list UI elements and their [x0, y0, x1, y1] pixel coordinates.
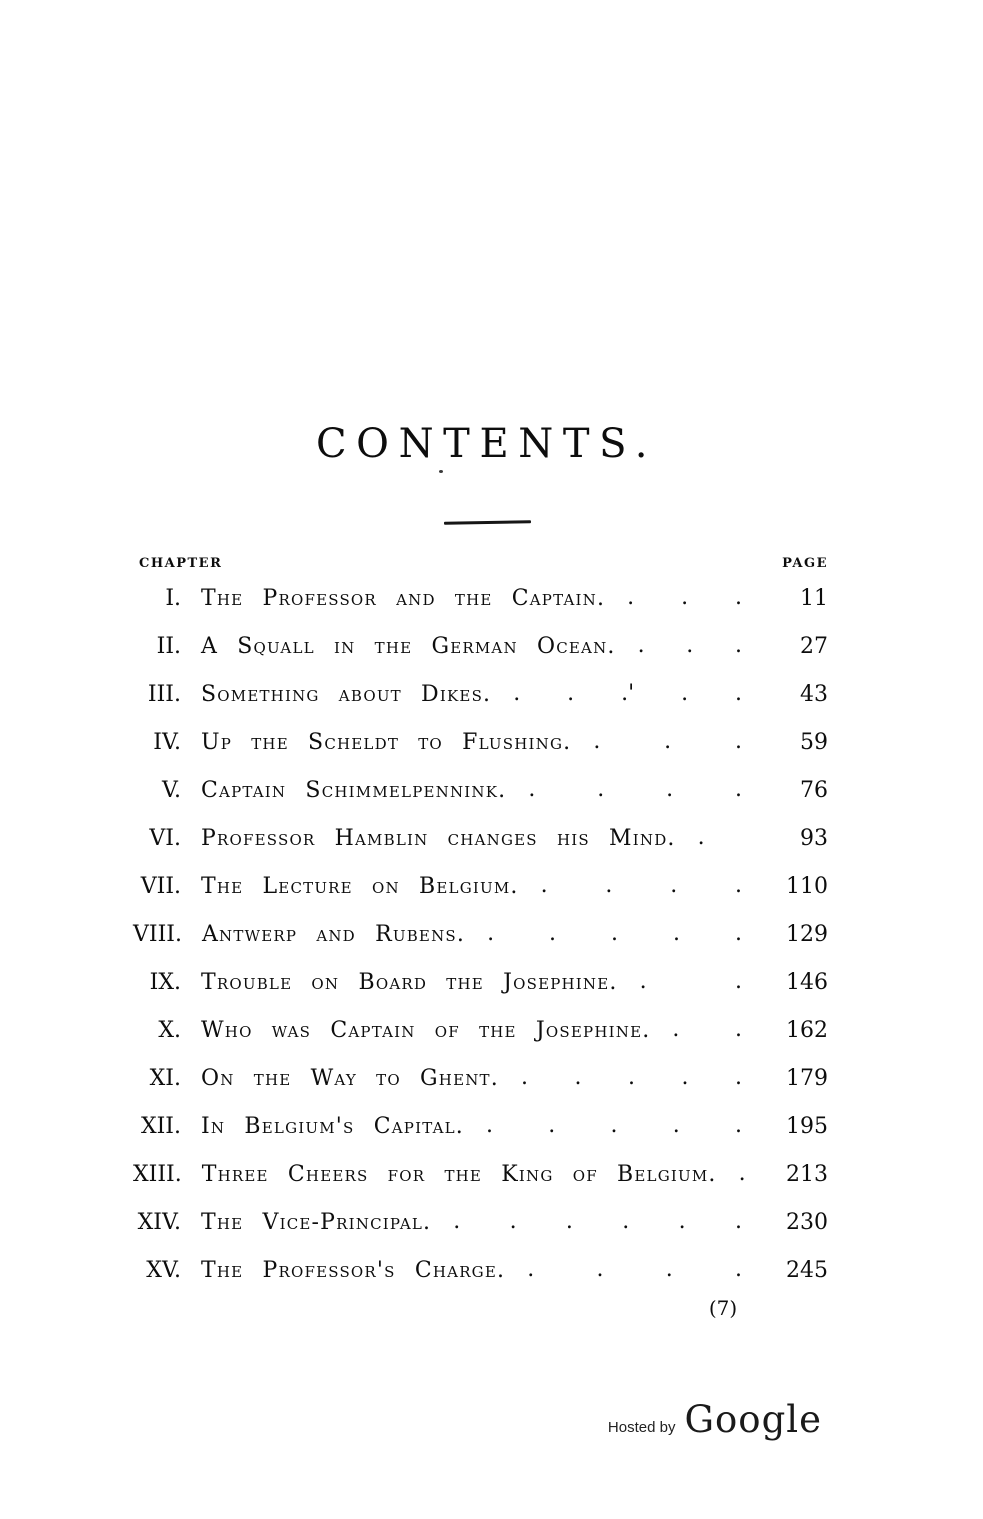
page-number: 11 [800, 585, 828, 611]
leader-dots: . . . [627, 587, 742, 609]
page-number: 195 [786, 1113, 828, 1139]
chapter-title: Who was Captain of the Josephine. [201, 1017, 651, 1043]
page-number: 213 [786, 1161, 828, 1187]
chapter-numeral: X. [158, 1017, 181, 1043]
chapter-numeral: XI. [149, 1065, 181, 1091]
leader-dots: . . . . . . [453, 1211, 742, 1233]
chapter-numeral: I. [165, 585, 181, 611]
page-number: 93 [800, 825, 828, 851]
chapter-title: The Professor's Charge. [201, 1257, 506, 1283]
google-logo: Google [684, 1398, 822, 1441]
chapter-title: Professor Hamblin changes his Mind. [201, 825, 676, 851]
chapter-title: Antwerp and Rubens. [201, 921, 466, 947]
page-number: 43 [800, 681, 828, 707]
chapter-title: Up the Scheldt to Flushing. [201, 729, 572, 755]
toc-row [133, 958, 828, 1006]
leader-dots: . . . [637, 635, 742, 657]
chapter-title: In Belgium's Capital. [201, 1113, 464, 1139]
toc-row [133, 1006, 828, 1054]
chapter-numeral: IX. [149, 969, 181, 995]
page-number: 76 [800, 777, 828, 803]
google-watermark [607, 1398, 822, 1441]
toc-row [133, 1054, 828, 1102]
chapter-numeral: VII. [140, 873, 181, 899]
leader-dots: . . . . . [485, 1115, 742, 1137]
page-number: 230 [786, 1209, 828, 1235]
folio-page-number: (7) [708, 1296, 738, 1320]
leader-dots: . . [672, 1019, 742, 1041]
toc-row [133, 766, 828, 814]
page-number: 146 [786, 969, 828, 995]
chapter-title: A Squall in the German Ocean. [201, 633, 616, 659]
toc-row [133, 814, 828, 862]
page-number: 179 [786, 1065, 828, 1091]
toc-row [133, 718, 828, 766]
toc-row [133, 1246, 828, 1294]
leader-dots: . . .' . . [513, 683, 742, 705]
leader-dots: . [697, 827, 705, 849]
chapter-numeral: VI. [149, 825, 181, 851]
hosted-by-label: Hosted by [607, 1419, 676, 1436]
leader-dots: . . . . [540, 875, 742, 897]
leader-dots: . [738, 1163, 746, 1185]
chapter-title: The Vice-Principal. [201, 1209, 432, 1235]
page-number: 110 [786, 873, 828, 899]
leader-dots: . . . . . [487, 923, 742, 945]
page-number: 59 [800, 729, 828, 755]
chapter-numeral: VIII. [133, 921, 182, 947]
chapter-numeral: XV. [146, 1257, 181, 1283]
toc-row [133, 1150, 828, 1198]
toc-row [133, 1198, 828, 1246]
chapter-title: The Professor and the Captain. [201, 585, 606, 611]
toc-row [133, 1102, 828, 1150]
leader-dots: . . . . . [520, 1067, 742, 1089]
page-number: 162 [786, 1017, 828, 1043]
chapter-title: Captain Schimmelpennink. [201, 777, 507, 803]
leader-dots: . . . . [527, 1259, 742, 1281]
leader-dots: . . . [593, 731, 742, 753]
chapter-numeral: II. [156, 633, 181, 659]
chapter-title: The Lecture on Belgium. [201, 873, 519, 899]
scan-speck [439, 470, 443, 473]
page-column-label: PAGE [782, 556, 828, 571]
chapter-column-label: CHAPTER [139, 556, 223, 571]
leader-dots: . . . . [528, 779, 742, 801]
toc-list [133, 574, 828, 1294]
leader-dots: . . [639, 971, 742, 993]
chapter-numeral: III. [147, 681, 181, 707]
toc-row [133, 622, 828, 670]
page-number: 27 [800, 633, 828, 659]
chapter-numeral: V. [161, 777, 181, 803]
chapter-title: Something about Dikes. [201, 681, 492, 707]
toc-row [133, 574, 828, 622]
chapter-numeral: XIII. [133, 1161, 182, 1187]
toc-row [133, 862, 828, 910]
toc-row [133, 910, 828, 958]
page-number: 245 [786, 1257, 828, 1283]
toc-row [133, 670, 828, 718]
chapter-numeral: XII. [140, 1113, 181, 1139]
chapter-title: Trouble on Board the Josephine. [201, 969, 618, 995]
chapter-numeral: XIV. [137, 1209, 181, 1235]
chapter-title: Three Cheers for the King of Belgium. [201, 1161, 717, 1187]
chapter-numeral: IV. [153, 729, 181, 755]
table-header [139, 556, 828, 571]
page-title: CONTENTS. [315, 421, 658, 467]
chapter-title: On the Way to Ghent. [201, 1065, 499, 1091]
title-divider [444, 520, 531, 525]
page-number: 129 [786, 921, 828, 947]
